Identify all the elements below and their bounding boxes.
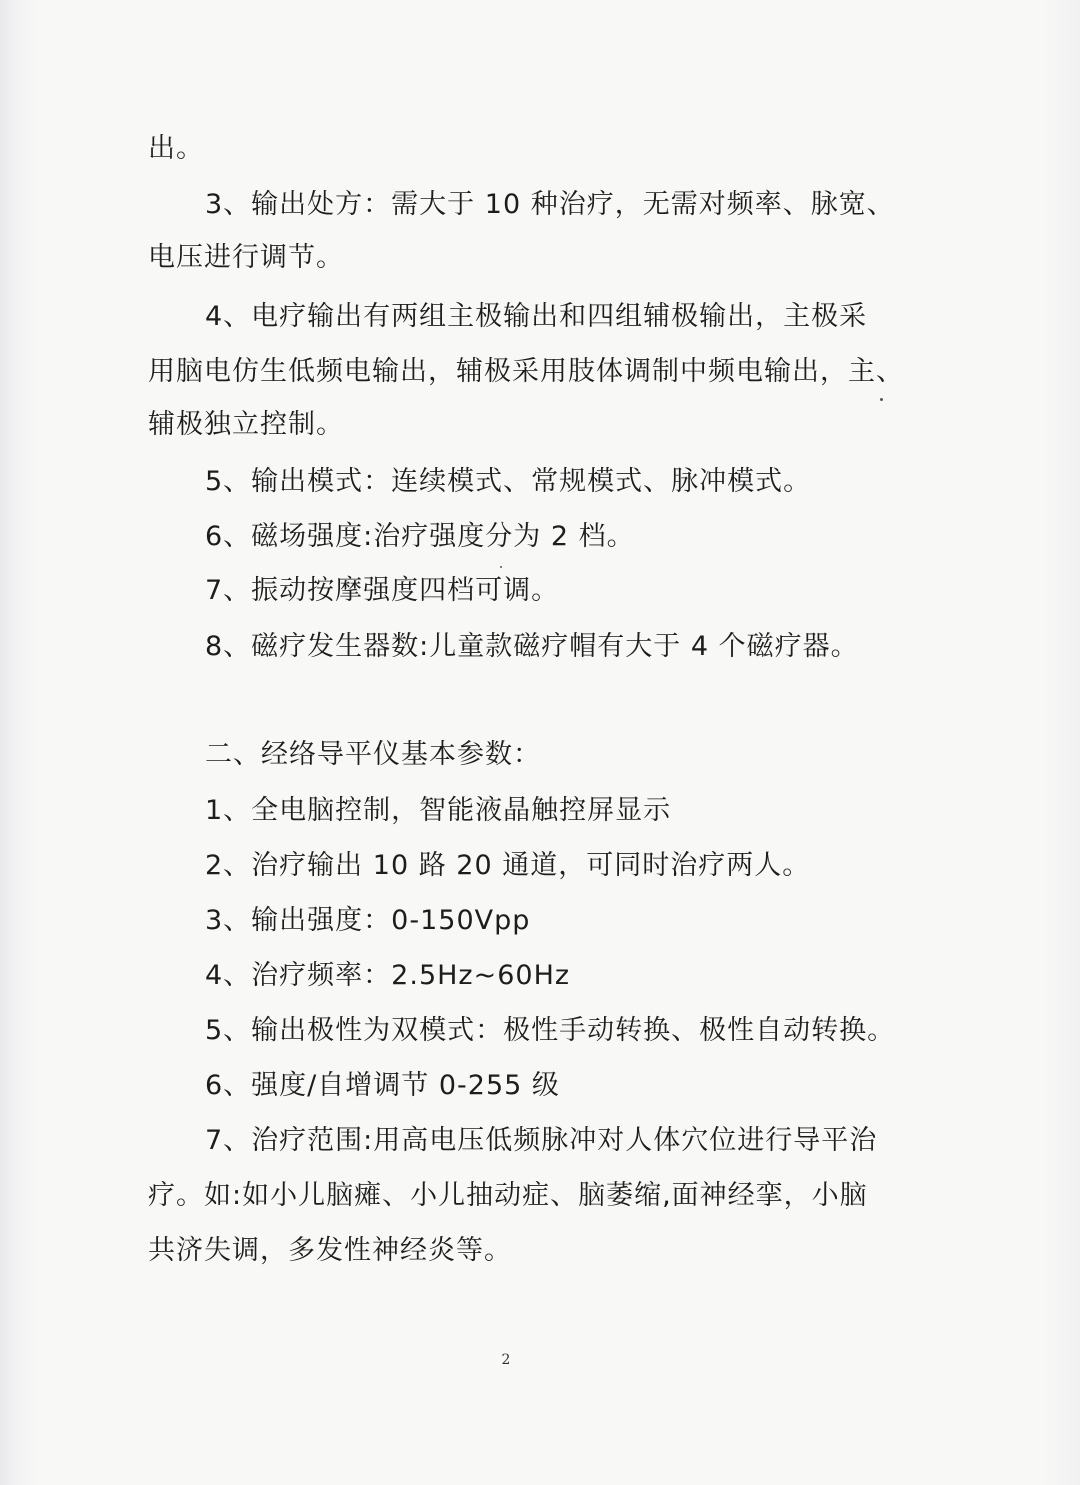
text-line: 6、磁场强度:治疗强度分为 2 档。 [205, 521, 635, 552]
text-line: 5、输出极性为双模式：极性手动转换、极性自动转换。 [205, 1015, 896, 1046]
text-line: 2、治疗输出 10 路 20 通道，可同时治疗两人。 [205, 850, 811, 881]
page-number: 2 [501, 1352, 511, 1368]
text-line: 7、振动按摩强度四档可调。 [205, 575, 560, 606]
text-line: 共济失调，多发性神经炎等。 [148, 1235, 512, 1266]
text-line: 6、强度/自增调节 0-255 级 [205, 1070, 560, 1101]
text-line: 疗。如:如小儿脑瘫、小儿抽动症、脑萎缩,面神经挛，小脑 [148, 1180, 868, 1211]
scan-speck [880, 398, 883, 401]
text-line: 8、磁疗发生器数:儿童款磁疗帽有大于 4 个磁疗器。 [205, 631, 859, 662]
text-line: 5、输出模式：连续模式、常规模式、脉冲模式。 [205, 466, 812, 497]
text-line: 3、输出强度：0-150Vpp [205, 905, 531, 936]
text-line: 用脑电仿生低频电输出，辅极采用肢体调制中频电输出，主、 [148, 356, 904, 387]
text-line: 4、电疗输出有两组主极输出和四组辅极输出，主极采 [205, 301, 868, 332]
text-line: 辅极独立控制。 [148, 409, 344, 440]
text-line: 7、治疗范围:用高电压低频脉冲对人体穴位进行导平治 [205, 1125, 878, 1156]
scan-speck [500, 566, 502, 568]
text-line: 1、全电脑控制，智能液晶触控屏显示 [205, 795, 672, 826]
text-line: 出。 [148, 133, 204, 164]
text-line: 4、治疗频率：2.5Hz~60Hz [205, 960, 571, 991]
section-heading: 二、经络导平仪基本参数： [205, 739, 541, 770]
text-line: 电压进行调节。 [148, 242, 344, 273]
text-line: 3、输出处方：需大于 10 种治疗，无需对频率、脉宽、 [205, 189, 895, 220]
